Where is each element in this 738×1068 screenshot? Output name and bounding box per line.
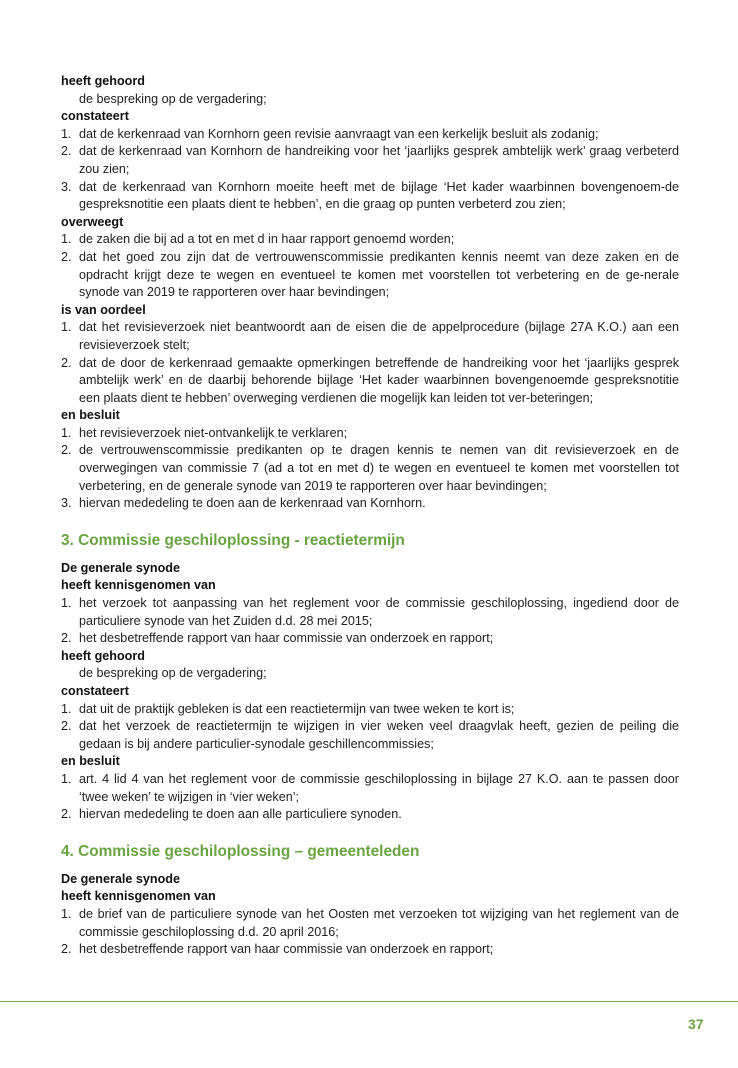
judges-list xyxy=(61,319,679,407)
section-reactietermijn xyxy=(61,531,679,824)
page-body xyxy=(61,73,679,959)
item-text: de brief van de particuliere synode van het Oosten met verzoeken tot wijziging van het reglement van de commissie geschiloplossing d.d. 20 april 2016; xyxy=(79,906,679,939)
judges-label: is van oordeel xyxy=(61,302,146,317)
weighs-label: overweegt xyxy=(61,214,124,229)
decides-list xyxy=(61,425,679,513)
item-number: 2. xyxy=(61,144,72,159)
section-heading: 4. Commissie geschiloplossing – gemeenteleden xyxy=(61,842,420,860)
item-number: 1. xyxy=(61,425,72,440)
list-item xyxy=(61,355,679,408)
noted-list xyxy=(61,906,679,959)
list-item xyxy=(61,630,679,648)
item-text: dat de door de kerkenraad gemaakte opmerkingen betreffende de handreiking voor het ‘jaarlijks gesprek ambtelijk werk’ en de daarbij behorende bijlage ‘Het kader waarbinnen bovengenoemde gespreksnotitie een plaats dient te hebben’ overweging verdienen die mogelijk kan leiden tot ver-beteringen; xyxy=(79,355,679,405)
list-item xyxy=(61,771,679,806)
heard-label: heeft gehoord xyxy=(61,74,145,88)
item-number: 1. xyxy=(61,232,72,247)
item-number: 1. xyxy=(61,771,72,786)
list-item xyxy=(61,442,679,495)
list-item xyxy=(61,595,679,630)
list-item xyxy=(61,495,679,513)
list-item xyxy=(61,425,679,443)
list-item xyxy=(61,143,679,178)
list-item xyxy=(61,231,679,249)
list-item xyxy=(61,701,679,719)
decision-block-kornhorn xyxy=(61,73,679,513)
item-text: het revisieverzoek niet-ontvankelijk te verklaren; xyxy=(79,425,348,440)
list-item xyxy=(61,126,679,144)
list-item xyxy=(61,906,679,941)
item-number: 2. xyxy=(61,355,72,370)
heard-text: de bespreking op de vergadering; xyxy=(79,91,267,106)
noted-label: heeft kennisgenomen van xyxy=(61,578,216,593)
item-number: 2. xyxy=(61,807,72,822)
item-text: de zaken die bij ad a tot en met d in haar rapport genoemd worden; xyxy=(79,232,455,247)
list-item xyxy=(61,249,679,302)
item-text: dat het revisieverzoek niet beantwoordt aan de eisen die de appelprocedure (bijlage 27A K.O.) aan een revisieverzoek stelt; xyxy=(79,320,679,352)
section-heading: 3. Commissie geschiloplossing - reactietermijn xyxy=(61,531,405,549)
list-item xyxy=(61,806,679,824)
item-text: art. 4 lid 4 van het reglement voor de commissie geschiloplossing in bijlage 27 K.O. aan te passen door ‘twee weken’ te wijzigen in ‘vier weken’; xyxy=(79,771,679,804)
item-number: 2. xyxy=(61,249,72,264)
item-number: 1. xyxy=(61,596,72,611)
item-text: de vertrouwenscommissie predikanten op te dragen kennis te nemen van dit revisieverzoek en de overwegingen van commissie 7 (ad a tot en met d) te wegen en eventueel te komen met voorstellen tot verbetering, en de generale synode van 2019 te rapporteren over haar bevindingen; xyxy=(79,443,679,493)
footer-rule xyxy=(0,1001,738,1002)
list-item xyxy=(61,319,679,354)
heard-text: de bespreking op de vergadering; xyxy=(79,666,267,681)
item-text: het verzoek tot aanpassing van het reglement voor de commissie geschiloplossing, ingediend door de particuliere synode van het Zuiden d.d. 28 mei 2015; xyxy=(79,596,679,628)
synod-label: De generale synode xyxy=(61,871,180,886)
item-text: dat uit de praktijk gebleken is dat een reactietermijn van twee weken te kort is; xyxy=(79,701,515,716)
item-text: hiervan mededeling te doen aan de kerkenraad van Kornhorn. xyxy=(79,496,426,511)
list-item xyxy=(61,718,679,753)
item-number: 2. xyxy=(61,942,72,957)
item-number: 1. xyxy=(61,906,72,921)
item-text: het desbetreffende rapport van haar commissie van onderzoek en rapport; xyxy=(79,942,494,957)
decides-list xyxy=(61,771,679,824)
list-item xyxy=(61,179,679,214)
decides-label: en besluit xyxy=(61,754,120,769)
noted-label: heeft kennisgenomen van xyxy=(61,889,216,904)
item-number: 3. xyxy=(61,496,72,511)
item-number: 2. xyxy=(61,631,72,646)
list-item xyxy=(61,941,679,959)
item-text: dat het verzoek de reactietermijn te wijzigen in vier weken veel draagvlak heeft, gezien de peiling die gedaan is bij andere particulier-synodale geschillencommissies; xyxy=(79,719,679,751)
item-text: dat de kerkenraad van Kornhorn de handreiking voor het ‘jaarlijks gesprek ambtelijk werk’ graag verbeterd zou zien; xyxy=(79,144,679,176)
item-text: het desbetreffende rapport van haar commissie van onderzoek en rapport; xyxy=(79,631,494,646)
finds-list xyxy=(61,701,679,754)
item-text: hiervan mededeling te doen aan alle particuliere synoden. xyxy=(79,807,402,822)
weighs-list xyxy=(61,231,679,301)
item-text: dat de kerkenraad van Kornhorn geen revisie aanvraagt van een kerkelijk besluit als zodanig; xyxy=(79,126,599,141)
page-number: 37 xyxy=(688,1016,704,1032)
section-gemeenteleden xyxy=(61,842,679,959)
finds-list xyxy=(61,126,679,214)
item-number: 1. xyxy=(61,320,72,335)
finds-label: constateert xyxy=(61,109,129,124)
item-number: 1. xyxy=(61,701,72,716)
synod-label: De generale synode xyxy=(61,560,180,575)
item-number: 1. xyxy=(61,126,72,141)
item-text: dat de kerkenraad van Kornhorn moeite heeft met de bijlage ‘Het kader waarbinnen bovengenoem-de gespreksnotitie een plaats dient te hebben’, en die graag op punten verbeterd zou zien; xyxy=(79,179,679,212)
decides-label: en besluit xyxy=(61,408,120,423)
item-number: 3. xyxy=(61,179,72,194)
item-text: dat het goed zou zijn dat de vertrouwenscommissie predikanten kennis neemt van deze zaken en de opdracht krijgt deze te wegen en eventueel te komen met voorstellen tot verbetering en de ge-nerale synode van 2019 te rapporteren over haar bevindingen; xyxy=(79,249,679,300)
finds-label: constateert xyxy=(61,684,129,698)
heard-label: heeft gehoord xyxy=(61,648,145,663)
noted-list xyxy=(61,595,679,648)
item-number: 2. xyxy=(61,719,72,734)
item-number: 2. xyxy=(61,443,72,458)
